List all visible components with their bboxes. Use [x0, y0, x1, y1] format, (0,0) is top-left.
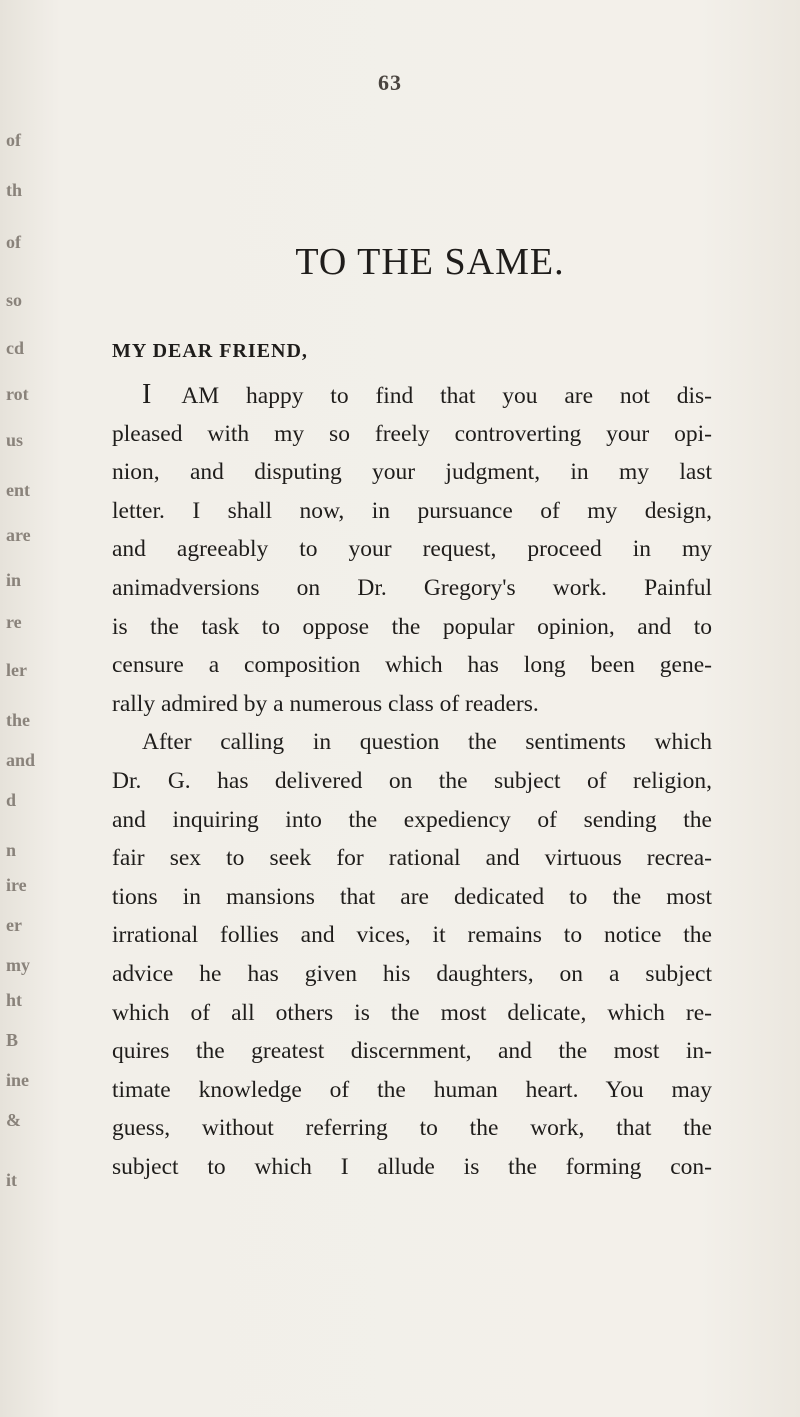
margin-fragment: ht — [6, 990, 23, 1010]
body-line: guess, without referring to the work, that the — [112, 1115, 712, 1142]
body-line: nion, and disputing your judgment, in my last — [112, 459, 712, 486]
margin-fragment: us — [6, 430, 24, 450]
margin-fragment: it — [6, 1170, 17, 1190]
margin-fragment: ent — [6, 480, 30, 500]
margin-fragment: my — [6, 955, 30, 975]
body-line: quires the greatest discernment, and the most in- — [112, 1038, 712, 1065]
body-line: pleased with my so freely controverting your opi- — [112, 420, 712, 447]
body-line: tions in mansions that are dedicated to the most — [112, 883, 712, 910]
margin-fragment: are — [6, 525, 31, 545]
body-line: irrational follies and vices, it remains to notice the — [112, 922, 712, 949]
margin-fragment: er — [6, 915, 22, 935]
margin-fragment: re — [6, 612, 22, 632]
margin-fragment: ler — [6, 660, 27, 680]
margin-fragment: d — [6, 790, 17, 810]
margin-fragment: the — [6, 710, 30, 730]
body-line: After calling in question the sentiments which — [142, 729, 712, 756]
body-line: which of all others is the most delicate, which re- — [112, 999, 712, 1026]
margin-fragment: of — [6, 130, 21, 150]
salutation: MY DEAR FRIEND, — [112, 340, 308, 362]
body-line: animadversions on Dr. Gregory's work. Painful — [112, 574, 712, 601]
body-line — [112, 376, 712, 415]
letter-body — [112, 376, 712, 1186]
margin-fragment: and — [6, 750, 36, 770]
body-line: censure a composition which has long been gene- — [112, 652, 712, 679]
body-line: is the task to oppose the popular opinion, and to — [112, 613, 712, 640]
margin-fragment: B — [6, 1030, 19, 1050]
body-line: advice he has given his daughters, on a subject — [112, 960, 712, 987]
margin-fragment: ine — [6, 1070, 30, 1090]
margin-fragment: rot — [6, 384, 29, 404]
left-margin-bleed — [0, 0, 60, 1417]
margin-fragment: n — [6, 840, 17, 860]
body-line: subject to which I allude is the forming con- — [112, 1153, 712, 1180]
margin-fragment: cd — [6, 338, 24, 358]
body-line: fair sex to seek for rational and virtuous recrea- — [112, 845, 712, 872]
body-line: rally admired by a numerous class of readers. — [112, 690, 539, 717]
body-line: timate knowledge of the human heart. You may — [112, 1076, 712, 1103]
body-line: Dr. G. has delivered on the subject of religion, — [112, 767, 712, 794]
margin-fragment: & — [6, 1110, 21, 1130]
body-line: and inquiring into the expediency of sending the — [112, 806, 712, 833]
margin-fragment: in — [6, 570, 22, 590]
margin-fragment: of — [6, 232, 21, 252]
line-text: AM happy to find that you are not dis- — [181, 383, 713, 409]
body-line: letter. I shall now, in pursuance of my design, — [112, 497, 712, 524]
letter-title: TO THE SAME. — [295, 241, 565, 283]
page-number: 63 — [378, 70, 402, 95]
margin-fragment: ire — [6, 875, 27, 895]
margin-fragment: so — [6, 290, 23, 310]
body-line: and agreeably to your request, proceed in my — [112, 536, 712, 563]
margin-fragment: th — [6, 180, 23, 200]
initial-word: I — [142, 379, 182, 410]
